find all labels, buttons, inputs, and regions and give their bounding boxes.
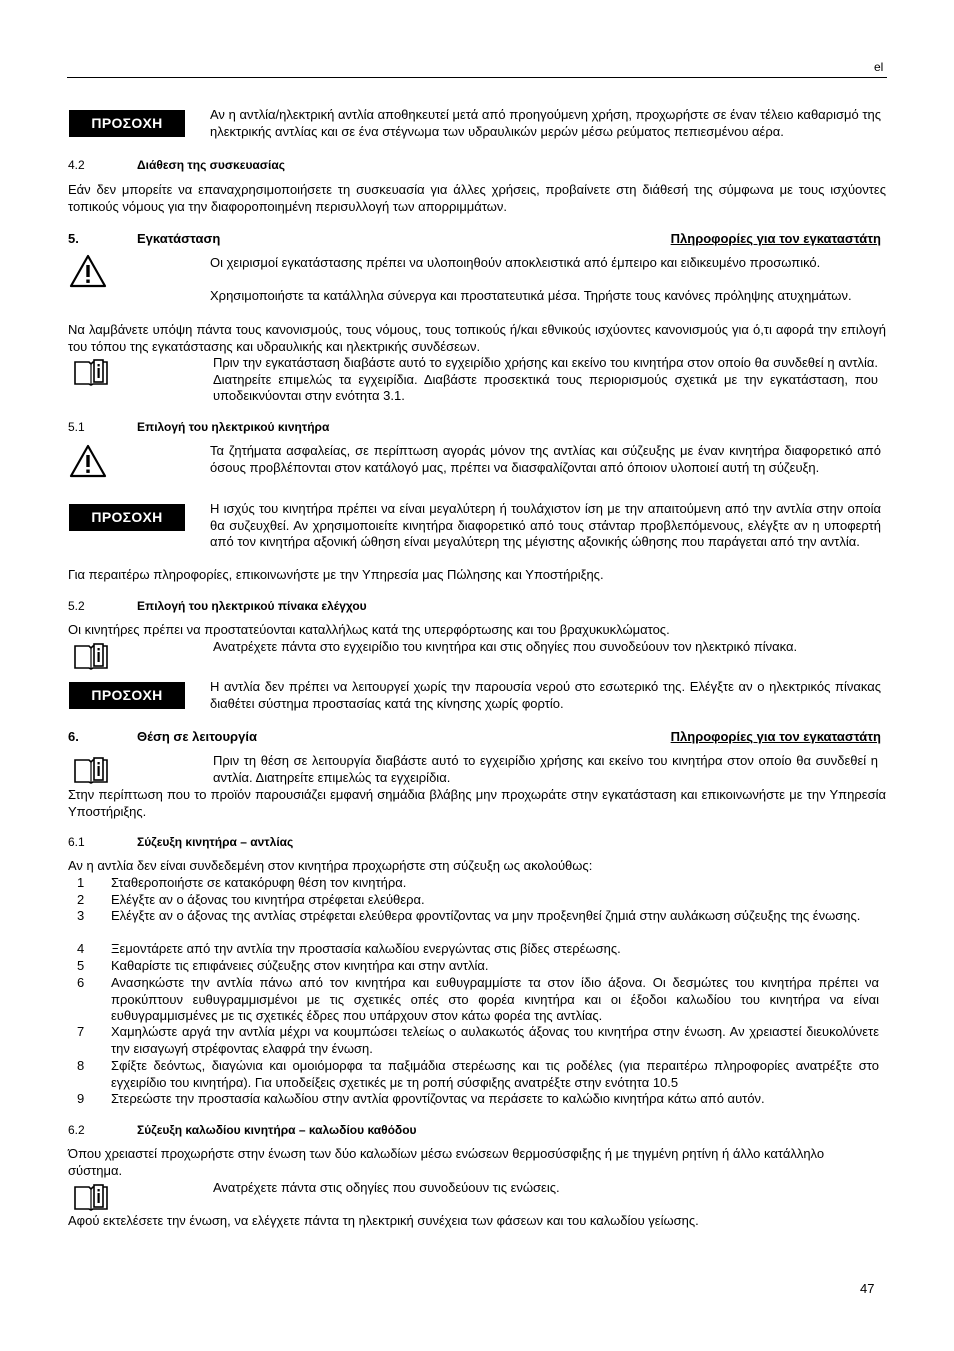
section-number-5-2: 5.2 — [68, 599, 85, 613]
step-number: 1 — [77, 875, 85, 890]
step-number: 2 — [77, 892, 85, 907]
manual-book-icon — [73, 642, 109, 670]
step-text: Ξεμοντάρετε από την αντλία την προστασία καλωδίου ενεργώντας στις βίδες στερέωσης. — [111, 941, 621, 956]
header-rule — [67, 77, 887, 78]
section-title-6-1: Σύζευξη κινητήρα – αντλίας — [137, 835, 294, 849]
installation-regulations-text: Να λαμβάνετε υπόψη πάντα τους κανονισμούς, τους νόμους, τους τοπικούς ή/και εθνικούς ισχύοντες κανονισμούς για ό,τι αφορά την επιλογή του τόπου της εγκατάστασης και υδραυλικής και ηλεκτρικής συνδέσεων. — [68, 322, 886, 354]
step-text: Καθαρίστε τις επιφάνειες σύζευξης στον κινητήρα και στην αντλία. — [111, 958, 489, 973]
step-number: 6 — [77, 975, 85, 990]
section-title-6: Θέση σε λειτουργία — [137, 729, 257, 744]
step-text: Ελέγξτε αν ο άξονας της αντλίας στρέφεται ελεύθερα φροντίζοντας να μην προξενηθεί ζημιά στην αυλάκωση σύζευξης της ένωσης. — [111, 908, 861, 923]
step-text: Σταθεροποιήστε σε κατακόρυφη θέση τον κινητήρα. — [111, 875, 407, 890]
section-number-6: 6. — [68, 729, 79, 744]
warning-label: ΠΡΟΣΟΧΗ — [69, 682, 185, 709]
section-number-6-2: 6.2 — [68, 1123, 85, 1137]
installation-caution-text: Οι χειρισμοί εγκατάστασης πρέπει να υλοποιηθούν αποκλειστικά από έμπειρο και ειδικευμένο προσωπικό. — [210, 255, 821, 270]
step-number: 7 — [77, 1024, 85, 1039]
section-title-5-2: Επιλογή του ηλεκτρικού πίνακα ελέγχου — [137, 599, 367, 613]
sales-support-text: Για περαιτέρω πληροφορίες, επικοινωνήστε με την Υπηρεσία μας Πώλησης και Υποστήριξης. — [68, 567, 604, 582]
continuity-check-text: Αφού εκτελέσετε την ένωση, να ελέγχετε πάντα τη ηλεκτρική συνέχεια των φάσεων και του καλωδίου γείωσης. — [68, 1213, 699, 1228]
language-code: el — [874, 60, 884, 74]
manual-book-icon — [73, 1183, 109, 1211]
warning-label: ΠΡΟΣΟΧΗ — [69, 110, 185, 137]
caution-triangle-icon — [69, 444, 107, 478]
motor-power-warning-text: Η ισχύς του κινητήρα πρέπει να είναι μεγαλύτερη ή τουλάχιστον ίση με την απαιτούμενη από την αντλία στην οποία θα συζευχθεί. Αν χρησιμοποιείτε κινητήρα διαφορετικό από τους στάνταρ προβλεπόμενους, ελέγξτε αν η υποφερτή από τον κινητήρα αξονική ώθηση είναι μεγαλύτερη της μέγιστης αξονικής ώθησης που παράγεται από την αντλία. — [210, 501, 881, 550]
step-text: Χαμηλώστε αργά την αντλία μέχρι να κουμπώσει τελείως ο αυλακωτός άξονας του κινητήρα στην ένωση. Αν χρειαστεί διευκολύνετε την εισαγωγή στρέφοντας ελαφρά την ένωση. — [111, 1024, 879, 1056]
section-number-5: 5. — [68, 231, 79, 246]
motor-protection-text: Οι κινητήρες πρέπει να προστατεύονται καταλλήλως κατά της υπερφόρτωσης και του βραχυκυκλώματος. — [68, 622, 670, 637]
step-number: 5 — [77, 958, 85, 973]
installer-info-heading: Πληροφορίες για τον εγκαταστάτη — [670, 231, 881, 246]
startup-manual-notice: Πριν τη θέση σε λειτουργία διαβάστε αυτό το εγχειρίδιο χρήσης και εκείνο του κινητήρα στον οποίο θα συνδεθεί η αντλία. Διατηρείτε επιμελώς τα εγχειρίδια. — [213, 753, 878, 785]
warning-label: ΠΡΟΣΟΧΗ — [69, 504, 185, 531]
step-number: 3 — [77, 908, 85, 923]
section-number-5-1: 5.1 — [68, 420, 85, 434]
damage-notice-text: Στην περίπτωση που το προϊόν παρουσιάζει εμφανή σημάδια βλάβης μην προχωράτε στην εγκατάσταση και επικοινωνήστε με την Υπηρεσία Υποστήριξης. — [68, 787, 886, 819]
packaging-disposal-text: Εάν δεν μπορείτε να επαναχρησιμοποιήσετε τη συσκευασία για άλλες χρήσεις, προβαίνετε στη διάθεσή της σύμφωνα με τους ισχύοντες τοπικούς νόμους για την διαφοροποιημένη περισυλλογή των απορριμμάτων. — [68, 182, 886, 214]
warning-text-storage: Αν η αντλία/ηλεκτρική αντλία αποθηκευτεί μετά από προηγούμενη χρήση, προχωρήστε σε έναν τέλειο καθαρισμό της ηλεκτρικής αντλίας και σε ένα στέγνωμα των υδραυλικών μερών μέσω ρεύματος πεπιεσμένου αέρα. — [210, 107, 881, 139]
section-number-4-2: 4.2 — [68, 158, 85, 172]
cable-joining-text: Όπου χρειαστεί προχωρήστε στην ένωση των δύο καλωδίων μέσω ενώσεων θερμοσύσφιξης ή με τηγμένη ρητίνη ή άλλο κατάλληλο σύστημα. — [68, 1146, 825, 1178]
joints-manual-notice: Ανατρέχετε πάντα στις οδηγίες που συνοδεύουν τις ενώσεις. — [213, 1180, 560, 1195]
step-text: Ανασηκώστε την αντλία πάνω από τον κινητήρα και ευθυγραμμίστε τα στον ίδιο άξονα. Οι δεσμώτες του κινητήρα πρέπει να προκύπτουν ευθυγραμμισμένοι με τις σχετικές οπές στο φορέα κινητήρα και οι έξοδοι καλωδίου του κινητήρα να είναι ευθυγραμμισμένες με τις σχετικές έδρες που υπάρχουν στον κάτω φορέα της αντλίας. — [111, 975, 879, 1024]
step-number: 8 — [77, 1058, 85, 1073]
section-title-4-2: Διάθεση της συσκευασίας — [137, 158, 285, 172]
installation-caution-text-2: Χρησιμοποιήστε τα κατάλληλα σύνεργα και προστατευτικά μέσα. Τηρήστε τους κανόνες πρόληψης ατυχημάτων. — [210, 288, 852, 303]
section-title-5: Εγκατάσταση — [137, 231, 221, 246]
caution-triangle-icon — [69, 254, 107, 288]
step-text: Σφίξτε δεόντως, διαγώνια και ομοιόμορφα τα παξιμάδια στερέωσης και τις ροδέλες (για περαιτέρω πληροφορίες ανατρέξτε στο εγχειρίδιο του κινητήρα). Για υποδείξεις σχετικές με τη ροπή σύσφιξης ανατρέξτε στην ενότητα 10.5 — [111, 1058, 879, 1090]
panel-manual-notice: Ανατρέχετε πάντα στο εγχειρίδιο του κινητήρα και στις οδηγίες που συνοδεύουν τον ηλεκτρικό πίνακα. — [213, 639, 798, 654]
step-text: Ελέγξτε αν ο άξονας του κινητήρα στρέφεται ελεύθερα. — [111, 892, 425, 907]
install-manual-notice: Πριν την εγκατάσταση διαβάστε αυτό το εγχειρίδιο χρήσης και εκείνο του κινητήρα στον οποίο θα συνδεθεί η αντλία. Διατηρείτε επιμελώς τα εγχειρίδια. Διαβάστε προσεκτικά τους περιορισμούς σχετικά με την εγκατάσταση, που υποδεικνύονται στην ενότητα 3.1. — [213, 355, 878, 404]
page-number: 47 — [860, 1281, 875, 1296]
step-number: 4 — [77, 941, 85, 956]
step-number: 9 — [77, 1091, 85, 1106]
step-text: Στερεώστε την προστασία καλωδίου στην αντλία φροντίζοντας να περάσετε το καλώδιο κινητήρα κάτω από αυτόν. — [111, 1091, 765, 1106]
section-title-5-1: Επιλογή του ηλεκτρικού κινητήρα — [137, 420, 330, 434]
installer-info-heading: Πληροφορίες για τον εγκαταστάτη — [670, 729, 881, 744]
dry-run-warning-text: Η αντλία δεν πρέπει να λειτουργεί χωρίς την παρουσία νερού στο εσωτερικό της. Ελέγξτε αν ο ηλεκτρικός πίνακας διαθέτει σύστημα προστασίας κατά της κίνησης χωρίς φορτίο. — [210, 679, 881, 711]
manual-book-icon — [73, 358, 109, 386]
coupling-intro-text: Αν η αντλία δεν είναι συνδεδεμένη στον κινητήρα προχωρήστε στη σύζευξη ως ακολούθως: — [68, 858, 593, 873]
section-title-6-2: Σύζευξη καλωδίου κινητήρα – καλωδίου καθόδου — [137, 1123, 417, 1137]
manual-book-icon — [73, 756, 109, 784]
motor-safety-caution-text: Τα ζητήματα ασφαλείας, σε περίπτωση αγοράς μόνον της αντλίας και σύζευξης με έναν κινητήρα διαφορετικό από όσους προβλέπονται στον κατάλογό μας, πρέπει να διασφαλίζονται από όποιον υλοποιεί αυτή τη σύζευξη. — [210, 443, 881, 475]
section-number-6-1: 6.1 — [68, 835, 85, 849]
